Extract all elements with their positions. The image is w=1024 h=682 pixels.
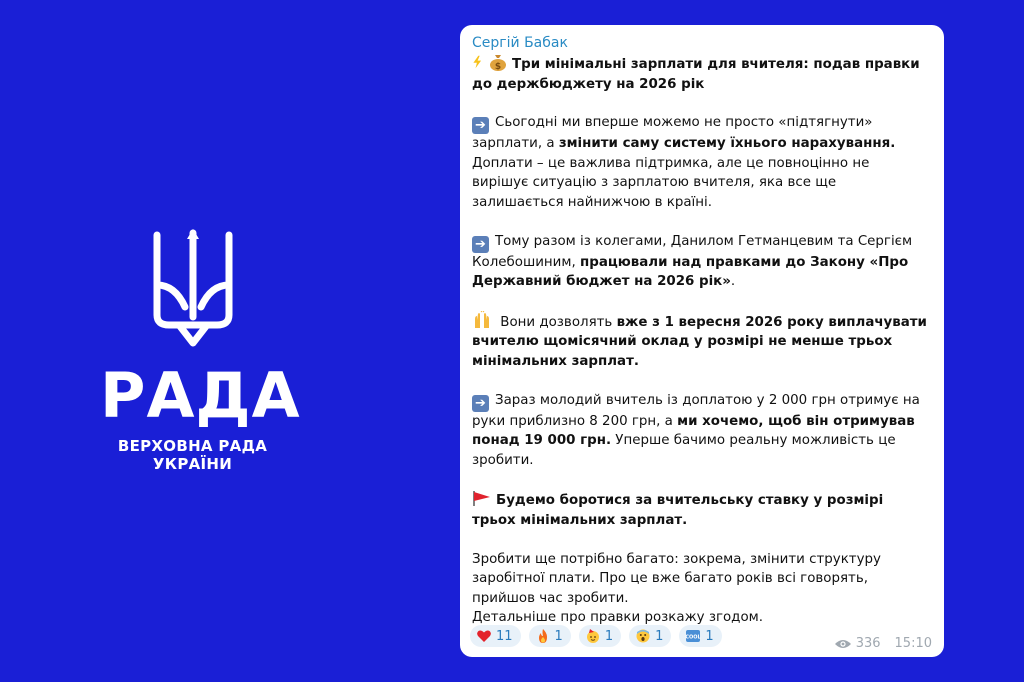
- right-arrow-icon: ➔: [472, 395, 489, 412]
- heart-icon: [476, 628, 492, 644]
- headline-text: Три мінімальні зарплати для вчителя: подав правки до держбюджету на 2026 рік: [472, 57, 920, 92]
- svg-text:COOL: COOL: [685, 634, 702, 641]
- fire-icon: [535, 628, 551, 644]
- post-paragraph-6: Зробити ще потрібно багато: зокрема, змінити структуру заробітної плати. Про це вже багато років всі говорять, прийшов час зробити. Детальніше про правки розкажу згодом.: [472, 551, 881, 626]
- post-paragraph-4: ➔ Зараз молодий вчитель із доплатою у 2 000 грн отримує на руки приблизно 8 200 грн, а ми хочемо, щоб він отримував понад 19 000 грн. Уперше бачимо реальну можливість це зробити.: [472, 392, 920, 468]
- telegram-post-card: [460, 25, 944, 657]
- reaction-heart[interactable]: 11: [470, 625, 521, 647]
- money-bag-icon: [488, 53, 508, 71]
- post-paragraph-5: Будемо боротися за вчительську ставку у розмірі трьох мінімальних зарплат.: [472, 489, 928, 530]
- brand-subtitle-line1: ВЕРХОВНА РАДА: [117, 437, 268, 455]
- reaction-party[interactable]: 1: [579, 625, 621, 647]
- lightning-icon: [472, 53, 486, 71]
- screaming-face-icon: [635, 628, 651, 644]
- post-paragraph-1: ➔ Сьогодні ми вперше можемо не просто «підтягнути» зарплати, а змінити саму систему їхнього нарахування. Доплати – це важлива підтримка, але це повноцінно не вирішує ситуацію з зарплатою вчителя, яка все ще залишається найнижчою в країні.: [472, 115, 896, 210]
- reaction-cool[interactable]: COOL 1: [679, 625, 721, 647]
- brand-name: РАДА: [100, 359, 301, 432]
- reaction-fire[interactable]: 1: [529, 625, 571, 647]
- post-text: [472, 53, 928, 628]
- raising-hands-icon: [472, 311, 492, 329]
- cool-icon: [685, 628, 701, 644]
- view-count: 336: [855, 636, 881, 651]
- reaction-scream[interactable]: 1: [629, 625, 671, 647]
- post-paragraph-2: ➔ Тому разом із колегами, Данилом Гетманцевим та Сергієм Колебошиним, працювали над правками до Закону «Про Державний бюджет на 2026 рік».: [472, 233, 913, 290]
- rada-logo: [100, 225, 301, 473]
- brand-subtitle-line2: УКРАЇНИ: [152, 455, 233, 473]
- post-paragraph-3: Вони дозволять вже з 1 вересня 2026 року виплачувати вчителю щомісячний оклад у розмірі не менше трьох мінімальних зарплат.: [472, 311, 928, 372]
- post-meta: [834, 636, 932, 651]
- post-time: 15:10: [894, 636, 932, 651]
- party-face-icon: [585, 628, 601, 644]
- eye-icon: [834, 638, 852, 650]
- svg-text:$: $: [494, 62, 502, 71]
- reactions-bar: [470, 625, 722, 647]
- right-arrow-icon: ➔: [472, 117, 489, 134]
- post-headline: [472, 53, 928, 94]
- trident-icon: [149, 225, 237, 353]
- right-arrow-icon: ➔: [472, 236, 489, 253]
- brand-subtitle: [100, 437, 285, 473]
- post-author[interactable]: Сергій Бабак: [472, 35, 568, 51]
- red-flag-icon: [472, 489, 492, 507]
